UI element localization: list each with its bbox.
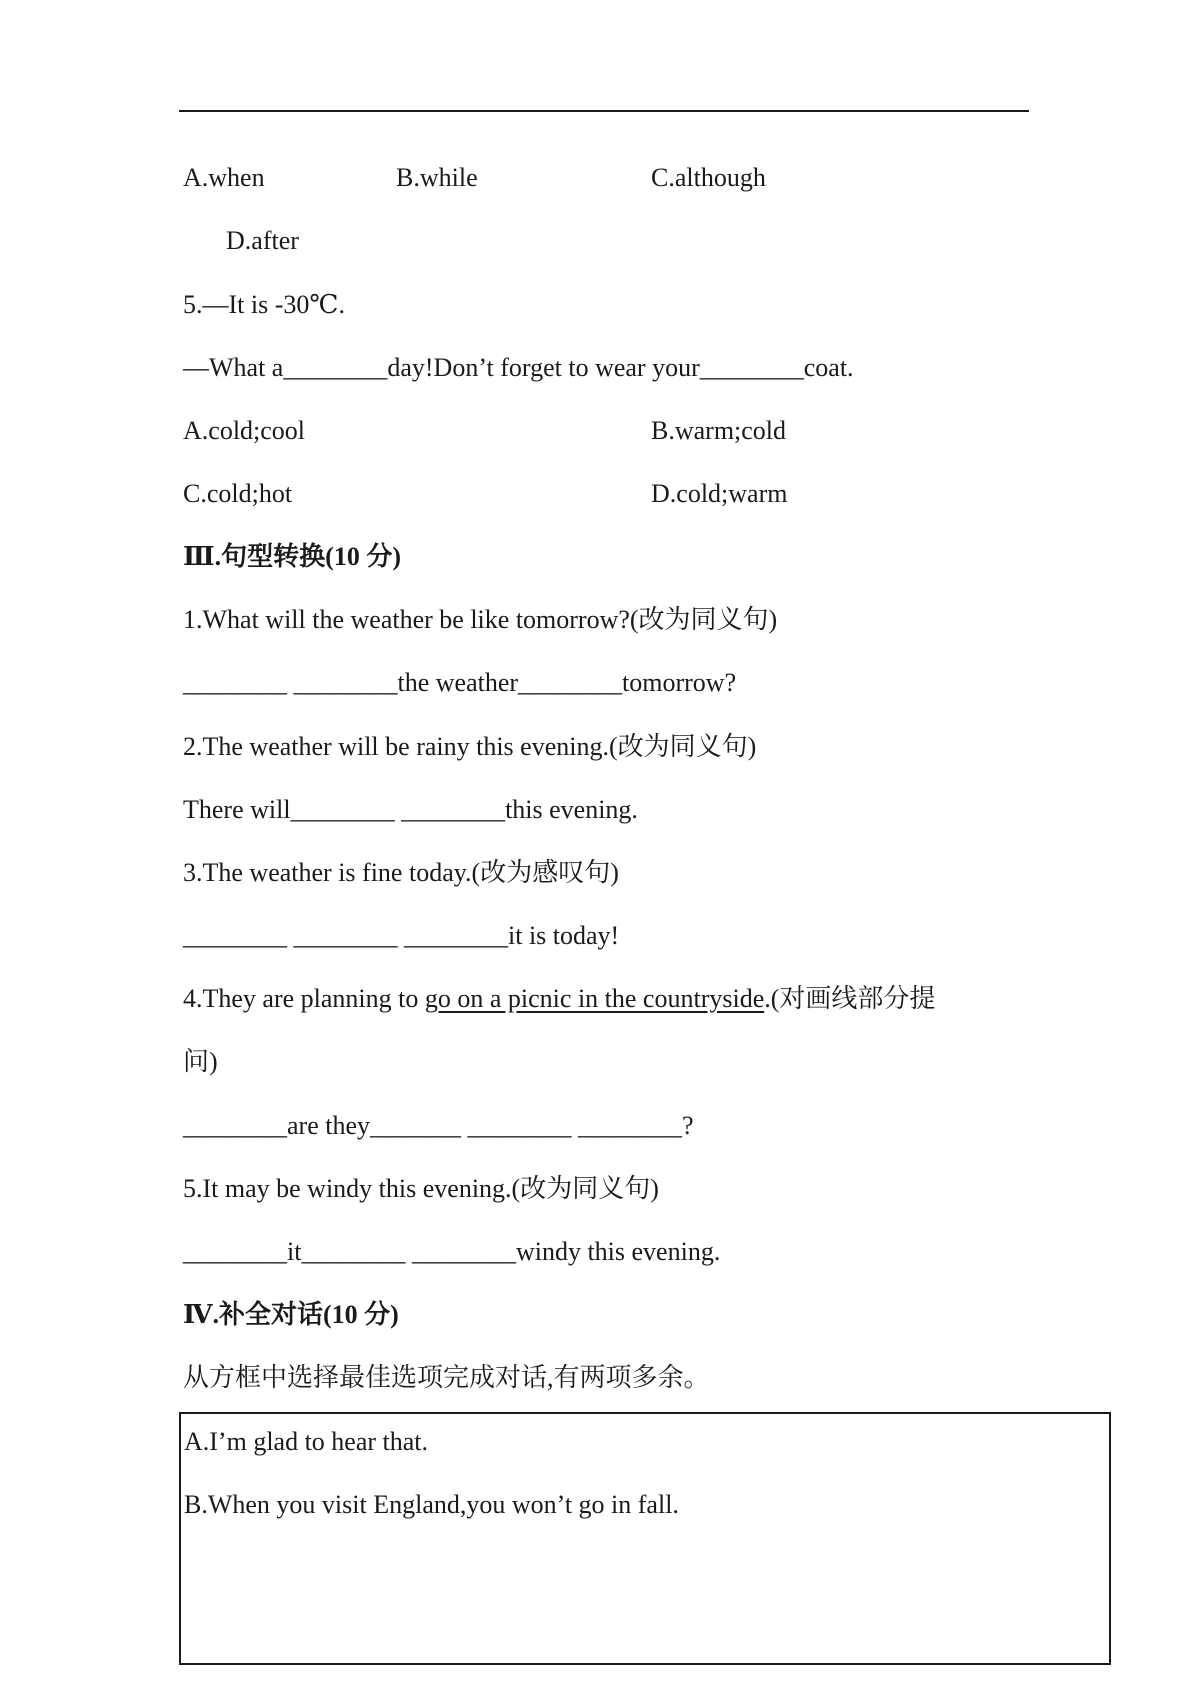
s3-q4-prompt-end: .(对画线部分提	[764, 984, 936, 1013]
s3-q2-answer: There will________ ________this evening.	[183, 795, 638, 824]
section-4-instruction: 从方框中选择最佳选项完成对话,有两项多余。	[183, 1363, 710, 1392]
s3-q3-prompt: 3.The weather is fine today.(改为感叹句)	[183, 858, 619, 887]
s3-q4-prompt-start: 4.They are planning to	[183, 984, 425, 1013]
q5-dialogue: —What a________day!Don’t forget to wear your________coat.	[183, 353, 854, 382]
box-option-b: B.When you visit England,you won’t go in fall.	[184, 1490, 679, 1519]
s3-q1-prompt: 1.What will the weather be like tomorrow?(改为同义句)	[183, 605, 778, 634]
s3-q4-prompt	[183, 983, 935, 1015]
section-3-heading: Ⅲ.句型转换(10 分)	[183, 542, 401, 571]
q5-option-a: A.cold;cool	[183, 416, 306, 445]
q5-option-b: B.warm;cold	[651, 416, 787, 445]
q4-option-d: D.after	[226, 226, 299, 255]
q5-option-c: C.cold;hot	[183, 479, 293, 508]
answer-line	[179, 110, 1029, 112]
s3-q4-prompt-continued: 问)	[183, 1047, 218, 1076]
s3-q5-prompt: 5.It may be windy this evening.(改为同义句)	[183, 1174, 659, 1203]
q4-option-a: A.when	[183, 163, 265, 192]
s3-q4-answer: ________are they_______ ________ ________?	[183, 1111, 694, 1140]
s3-q3-answer: ________ ________ ________it is today!	[183, 921, 620, 950]
q5-option-d: D.cold;warm	[651, 479, 788, 508]
box-option-a: A.I’m glad to hear that.	[184, 1427, 429, 1456]
s3-q4-underlined-phrase: go on a picnic in the countryside	[424, 984, 765, 1013]
options-box	[179, 1412, 1111, 1665]
s3-q2-prompt: 2.The weather will be rainy this evening.(改为同义句)	[183, 732, 757, 761]
q4-option-b: B.while	[396, 163, 478, 192]
s3-q5-answer: ________it________ ________windy this evening.	[183, 1237, 721, 1266]
section-4-heading: Ⅳ.补全对话(10 分)	[183, 1300, 399, 1329]
q4-option-c: C.although	[651, 163, 766, 192]
q5-stem: 5.—It is -30℃.	[183, 290, 345, 319]
s3-q1-answer: ________ ________the weather________tomorrow?	[183, 668, 737, 697]
